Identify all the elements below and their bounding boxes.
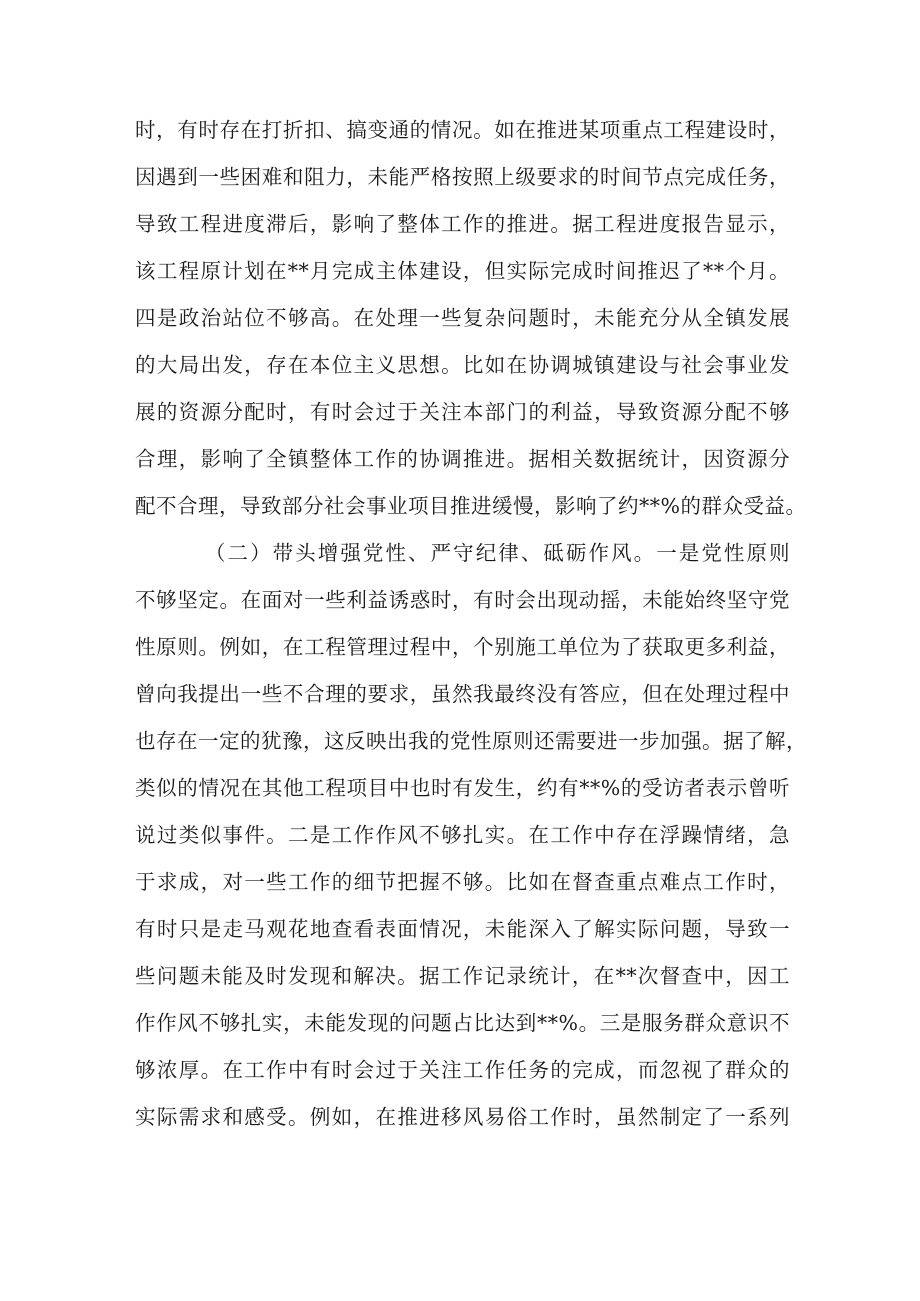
text-line: 于求成，对一些工作的细节把握不够。比如在督查重点难点工作时， — [135, 870, 790, 894]
text-line: 实际需求和感受。例如，在推进移风易俗工作时，虽然制定了一系列 — [135, 1105, 790, 1129]
text-line: 类似的情况在其他工程项目中也时有发生，约有**%的受访者表示曾听 — [135, 776, 790, 800]
text-line: 导致工程进度滞后，影响了整体工作的推进。据工程进度报告显示， — [135, 212, 790, 236]
text-line: 的大局出发，存在本位主义思想。比如在协调城镇建设与社会事业发 — [135, 353, 790, 377]
text-line: 该工程原计划在**月完成主体建设，但实际完成时间推迟了**个月。 — [135, 259, 790, 283]
text-line: 不够坚定。在面对一些利益诱惑时，有时会出现动摇，未能始终坚守党 — [135, 588, 790, 612]
text-line: 四是政治站位不够高。在处理一些复杂问题时，未能充分从全镇发展 — [135, 306, 790, 330]
text-line: 配不合理，导致部分社会事业项目推进缓慢，影响了约**%的群众受益。 — [135, 494, 807, 518]
text-line: 时，有时存在打折扣、搞变通的情况。如在推进某项重点工程建设时， — [135, 118, 790, 142]
section-heading-line: （二）带头增强党性、严守纪律、砥砺作风。一是党性原则 — [205, 541, 790, 565]
text-line: 因遇到一些困难和阻力，未能严格按照上级要求的时间节点完成任务， — [135, 165, 790, 189]
text-line: 曾向我提出一些不合理的要求，虽然我最终没有答应，但在处理过程中 — [135, 682, 790, 706]
text-line: 展的资源分配时，有时会过于关注本部门的利益，导致资源分配不够 — [135, 400, 790, 424]
text-line: 合理，影响了全镇整体工作的协调推进。据相关数据统计，因资源分 — [135, 447, 790, 471]
text-line: 作作风不够扎实，未能发现的问题占比达到**%。三是服务群众意识不 — [135, 1011, 790, 1035]
text-line: 性原则。例如，在工程管理过程中，个别施工单位为了获取更多利益， — [135, 635, 790, 659]
text-line: 也存在一定的犹豫，这反映出我的党性原则还需要进一步加强。据了解， — [135, 729, 807, 753]
text-line: 有时只是走马观花地查看表面情况，未能深入了解实际问题，导致一 — [135, 917, 790, 941]
text-line: 说过类似事件。二是工作作风不够扎实。在工作中存在浮躁情绪，急 — [135, 823, 790, 847]
text-line: 够浓厚。在工作中有时会过于关注工作任务的完成，而忽视了群众的 — [135, 1058, 790, 1082]
text-line: 些问题未能及时发现和解决。据工作记录统计，在**次督查中，因工 — [135, 964, 790, 988]
